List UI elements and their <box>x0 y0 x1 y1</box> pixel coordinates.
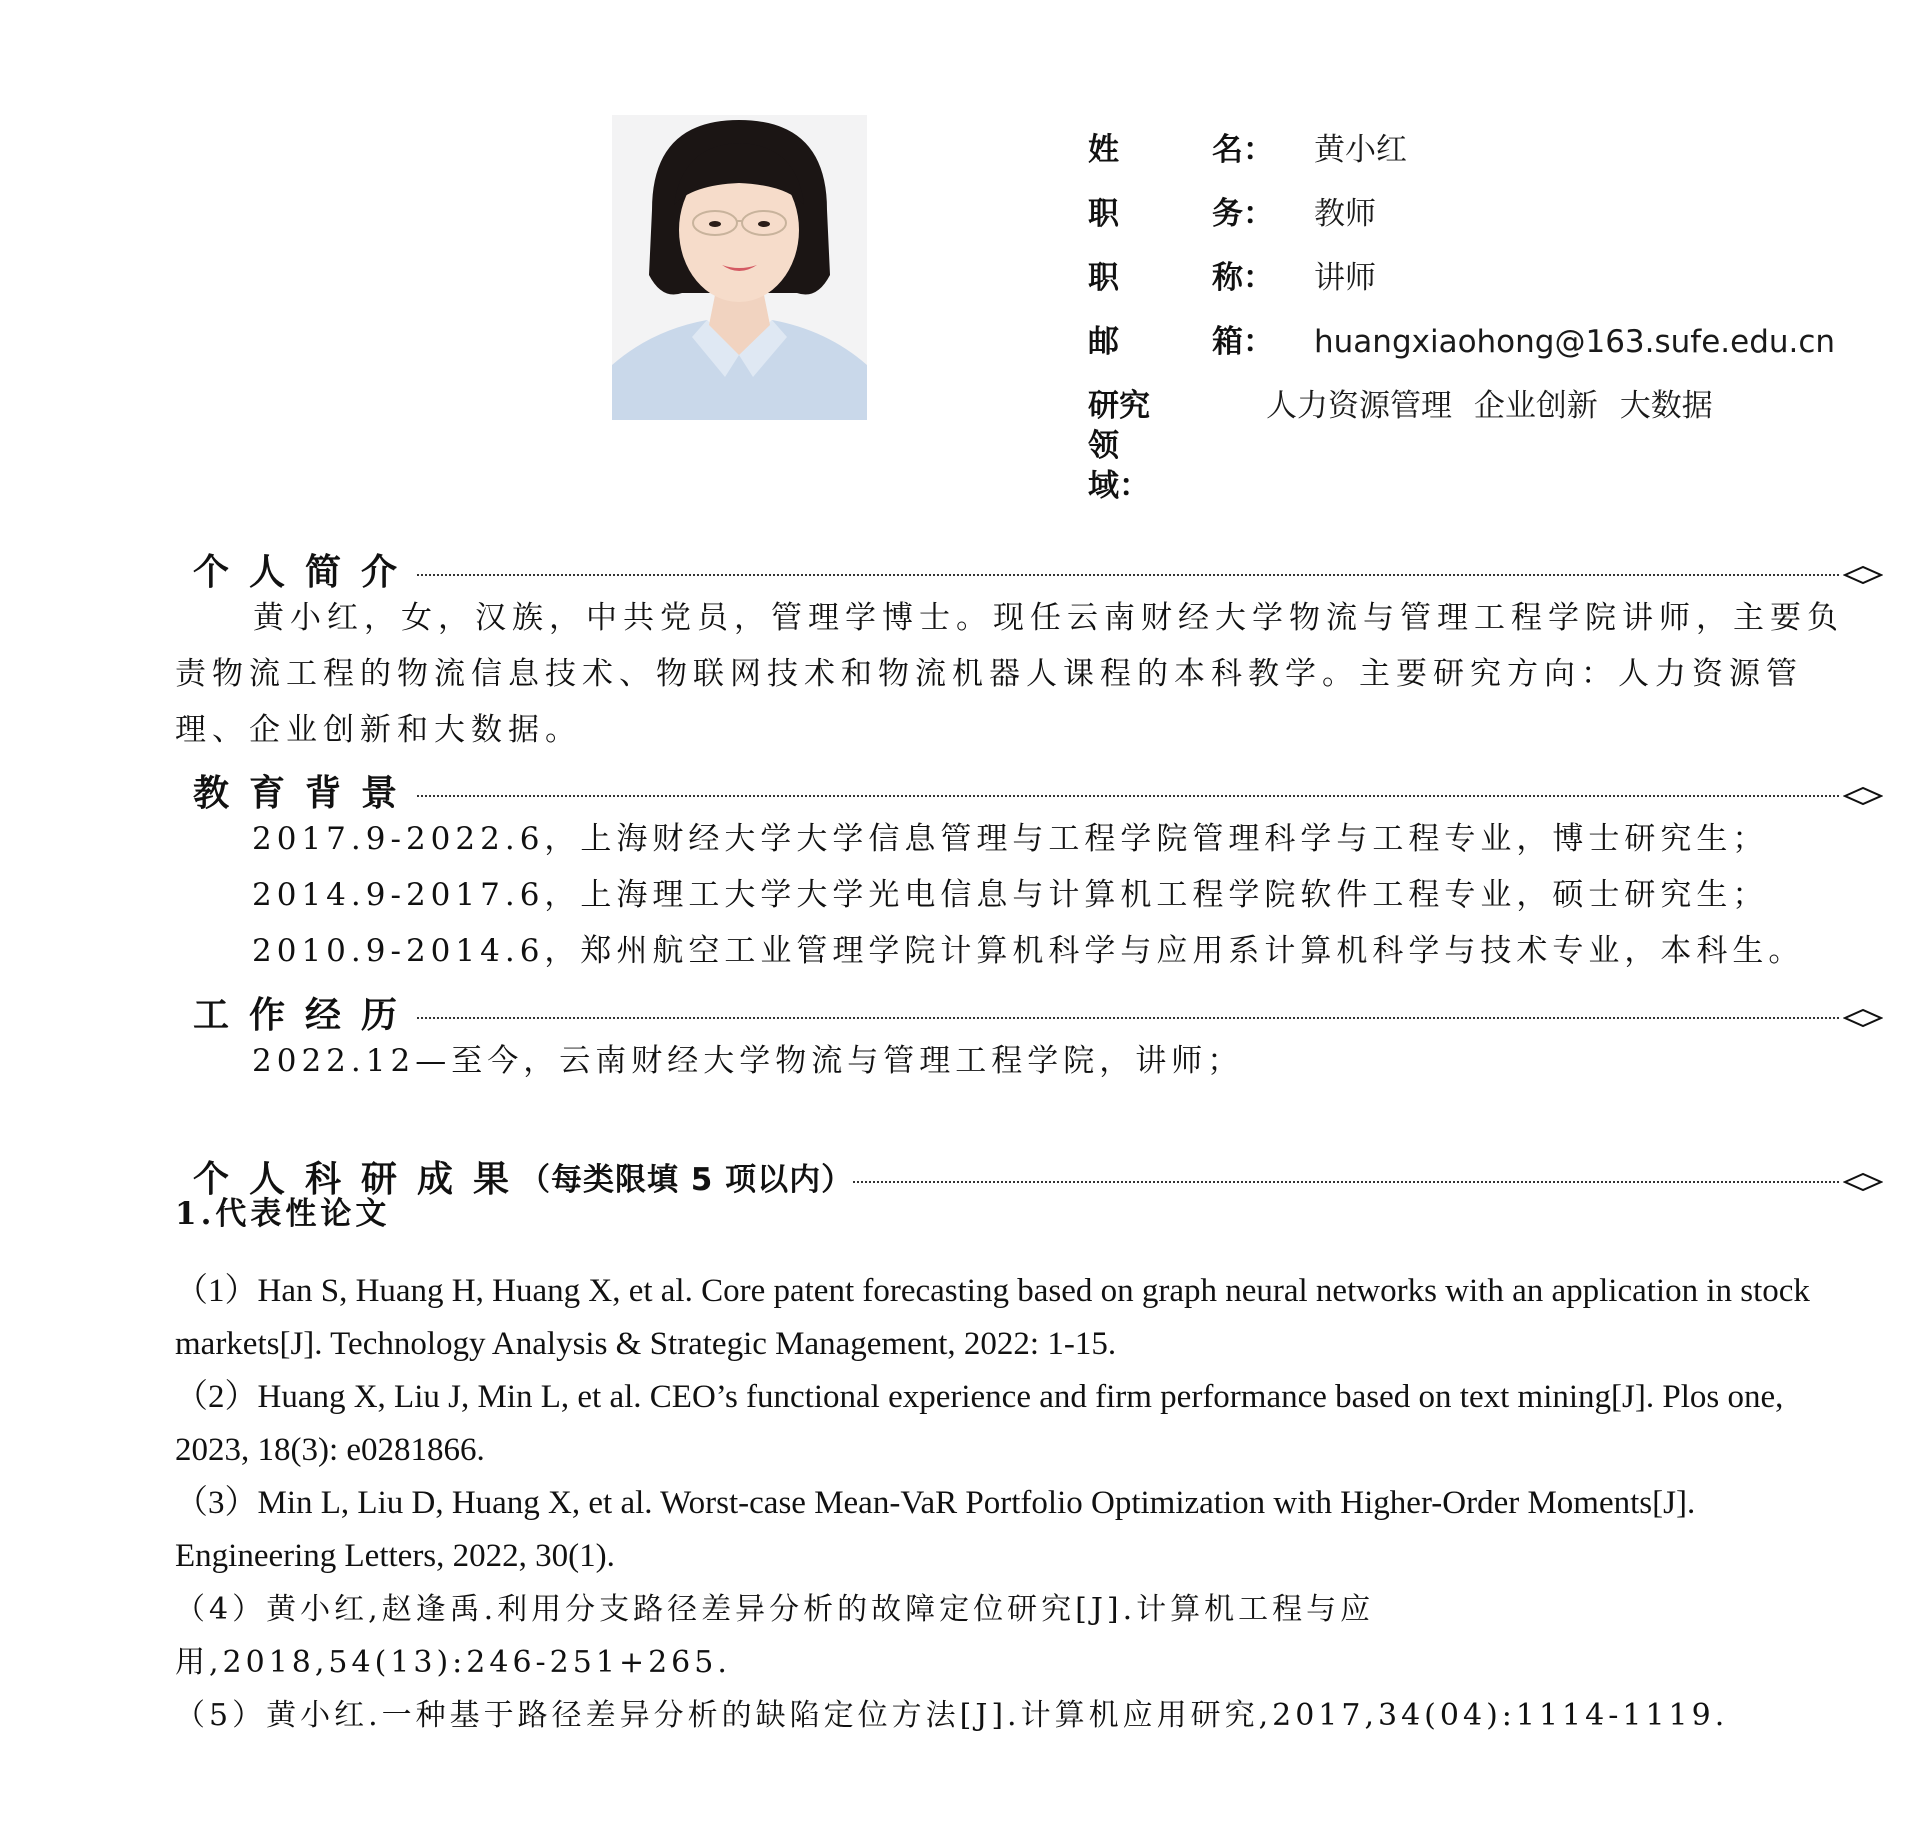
label-char: 称： <box>1212 260 1274 296</box>
education-item: 2010.9-2014.6，郑州航空工业管理学院计算机科学与应用系计算机科学与技术专业，本科生。 <box>252 933 1805 969</box>
section-header-education <box>193 767 1883 813</box>
info-value-position: 教师 <box>1314 196 1376 232</box>
info-value-title: 讲师 <box>1314 260 1376 296</box>
paper-item: （1）Han S, Huang H, Huang X, et al. Core patent forecasting based on graph neural networks with an application in stock markets[J]. Technology Analysis & Strategic Management, 2022: 1-15. <box>175 1273 1810 1362</box>
education-item: 2017.9-2022.6，上海财经大学大学信息管理与工程学院管理科学与工程专业，博士研究生； <box>252 821 1769 857</box>
label-text <box>1088 322 1274 362</box>
papers-heading: 1.代表性论文 <box>175 1196 391 1232</box>
label-text <box>1088 130 1274 170</box>
info-value-research: 人力资源管理 企业创新 大数据 <box>1266 388 1713 424</box>
section-title: 工作经历 <box>193 994 418 1036</box>
info-label-email <box>1088 322 1278 362</box>
paper-item: （2）Huang X, Liu J, Min L, et al. CEO’s functional experience and firm performance based on text mining[J]. Plos one, 2023, 18(3): e0281866. <box>175 1379 1784 1468</box>
info-label-name <box>1088 130 1278 170</box>
section-divider <box>417 795 1839 797</box>
label-text <box>1088 258 1274 298</box>
label-char: 务： <box>1212 196 1274 232</box>
section-divider <box>417 574 1839 576</box>
info-value-name: 黄小红 <box>1314 132 1407 168</box>
section-title: 个人简介 <box>193 551 418 593</box>
work-item: 2022.12—至今，云南财经大学物流与管理工程学院，讲师； <box>252 1043 1244 1079</box>
section-title: 个人科研成果 <box>193 1158 530 1200</box>
profile-photo <box>612 115 867 420</box>
section-note: （每类限填 5 项以内） <box>519 1161 854 1198</box>
email-link[interactable]: huangxiaohong@163.sufe.edu.cn <box>1314 324 1836 360</box>
diamond-icon <box>1843 786 1883 806</box>
section-title: 教育背景 <box>193 772 418 814</box>
diamond-icon <box>1843 1008 1883 1028</box>
section-header-intro <box>193 546 1883 592</box>
label-text <box>1088 194 1274 234</box>
section-header-research <box>193 1153 1883 1199</box>
intro-paragraph <box>175 590 1850 758</box>
paper-item: （4）黄小红,赵逢禹.利用分支路径差异分析的故障定位研究[J].计算机工程与应用,2018,54(13):246-251+265. <box>175 1592 1375 1680</box>
info-label-research: 研究领域： <box>1088 388 1150 504</box>
diamond-icon <box>1843 565 1883 585</box>
label-char: 姓 <box>1088 132 1119 168</box>
label-char: 箱： <box>1212 324 1274 360</box>
label-char: 职 <box>1088 196 1119 232</box>
section-header-work <box>193 989 1883 1035</box>
info-label-position <box>1088 194 1278 234</box>
label-char: 邮 <box>1088 324 1119 360</box>
paper-item: （5）黄小红.一种基于路径差异分析的缺陷定位方法[J].计算机应用研究,2017,34(04):1114-1119. <box>175 1698 1729 1733</box>
label-char: 名： <box>1212 132 1274 168</box>
paper-item: （3）Min L, Liu D, Huang X, et al. Worst-case Mean-VaR Portfolio Optimization with Higher-Order Moments[J]. Engineering Letters, 2022, 30(1). <box>175 1485 1696 1574</box>
section-divider <box>417 1017 1839 1019</box>
info-label-title <box>1088 258 1278 298</box>
diamond-icon <box>1843 1172 1883 1192</box>
section-divider <box>853 1181 1839 1183</box>
label-char: 职 <box>1088 260 1119 296</box>
education-item: 2014.9-2017.6，上海理工大学大学光电信息与计算机工程学院软件工程专业，硕士研究生； <box>252 877 1769 913</box>
intro-text: 黄小红，女，汉族，中共党员，管理学博士。现任云南财经大学物流与管理工程学院讲师，主要负责物流工程的物流信息技术、物联网技术和物流机器人课程的本科教学。主要研究方向：人力资源管理、企业创新和大数据。 <box>175 600 1844 748</box>
